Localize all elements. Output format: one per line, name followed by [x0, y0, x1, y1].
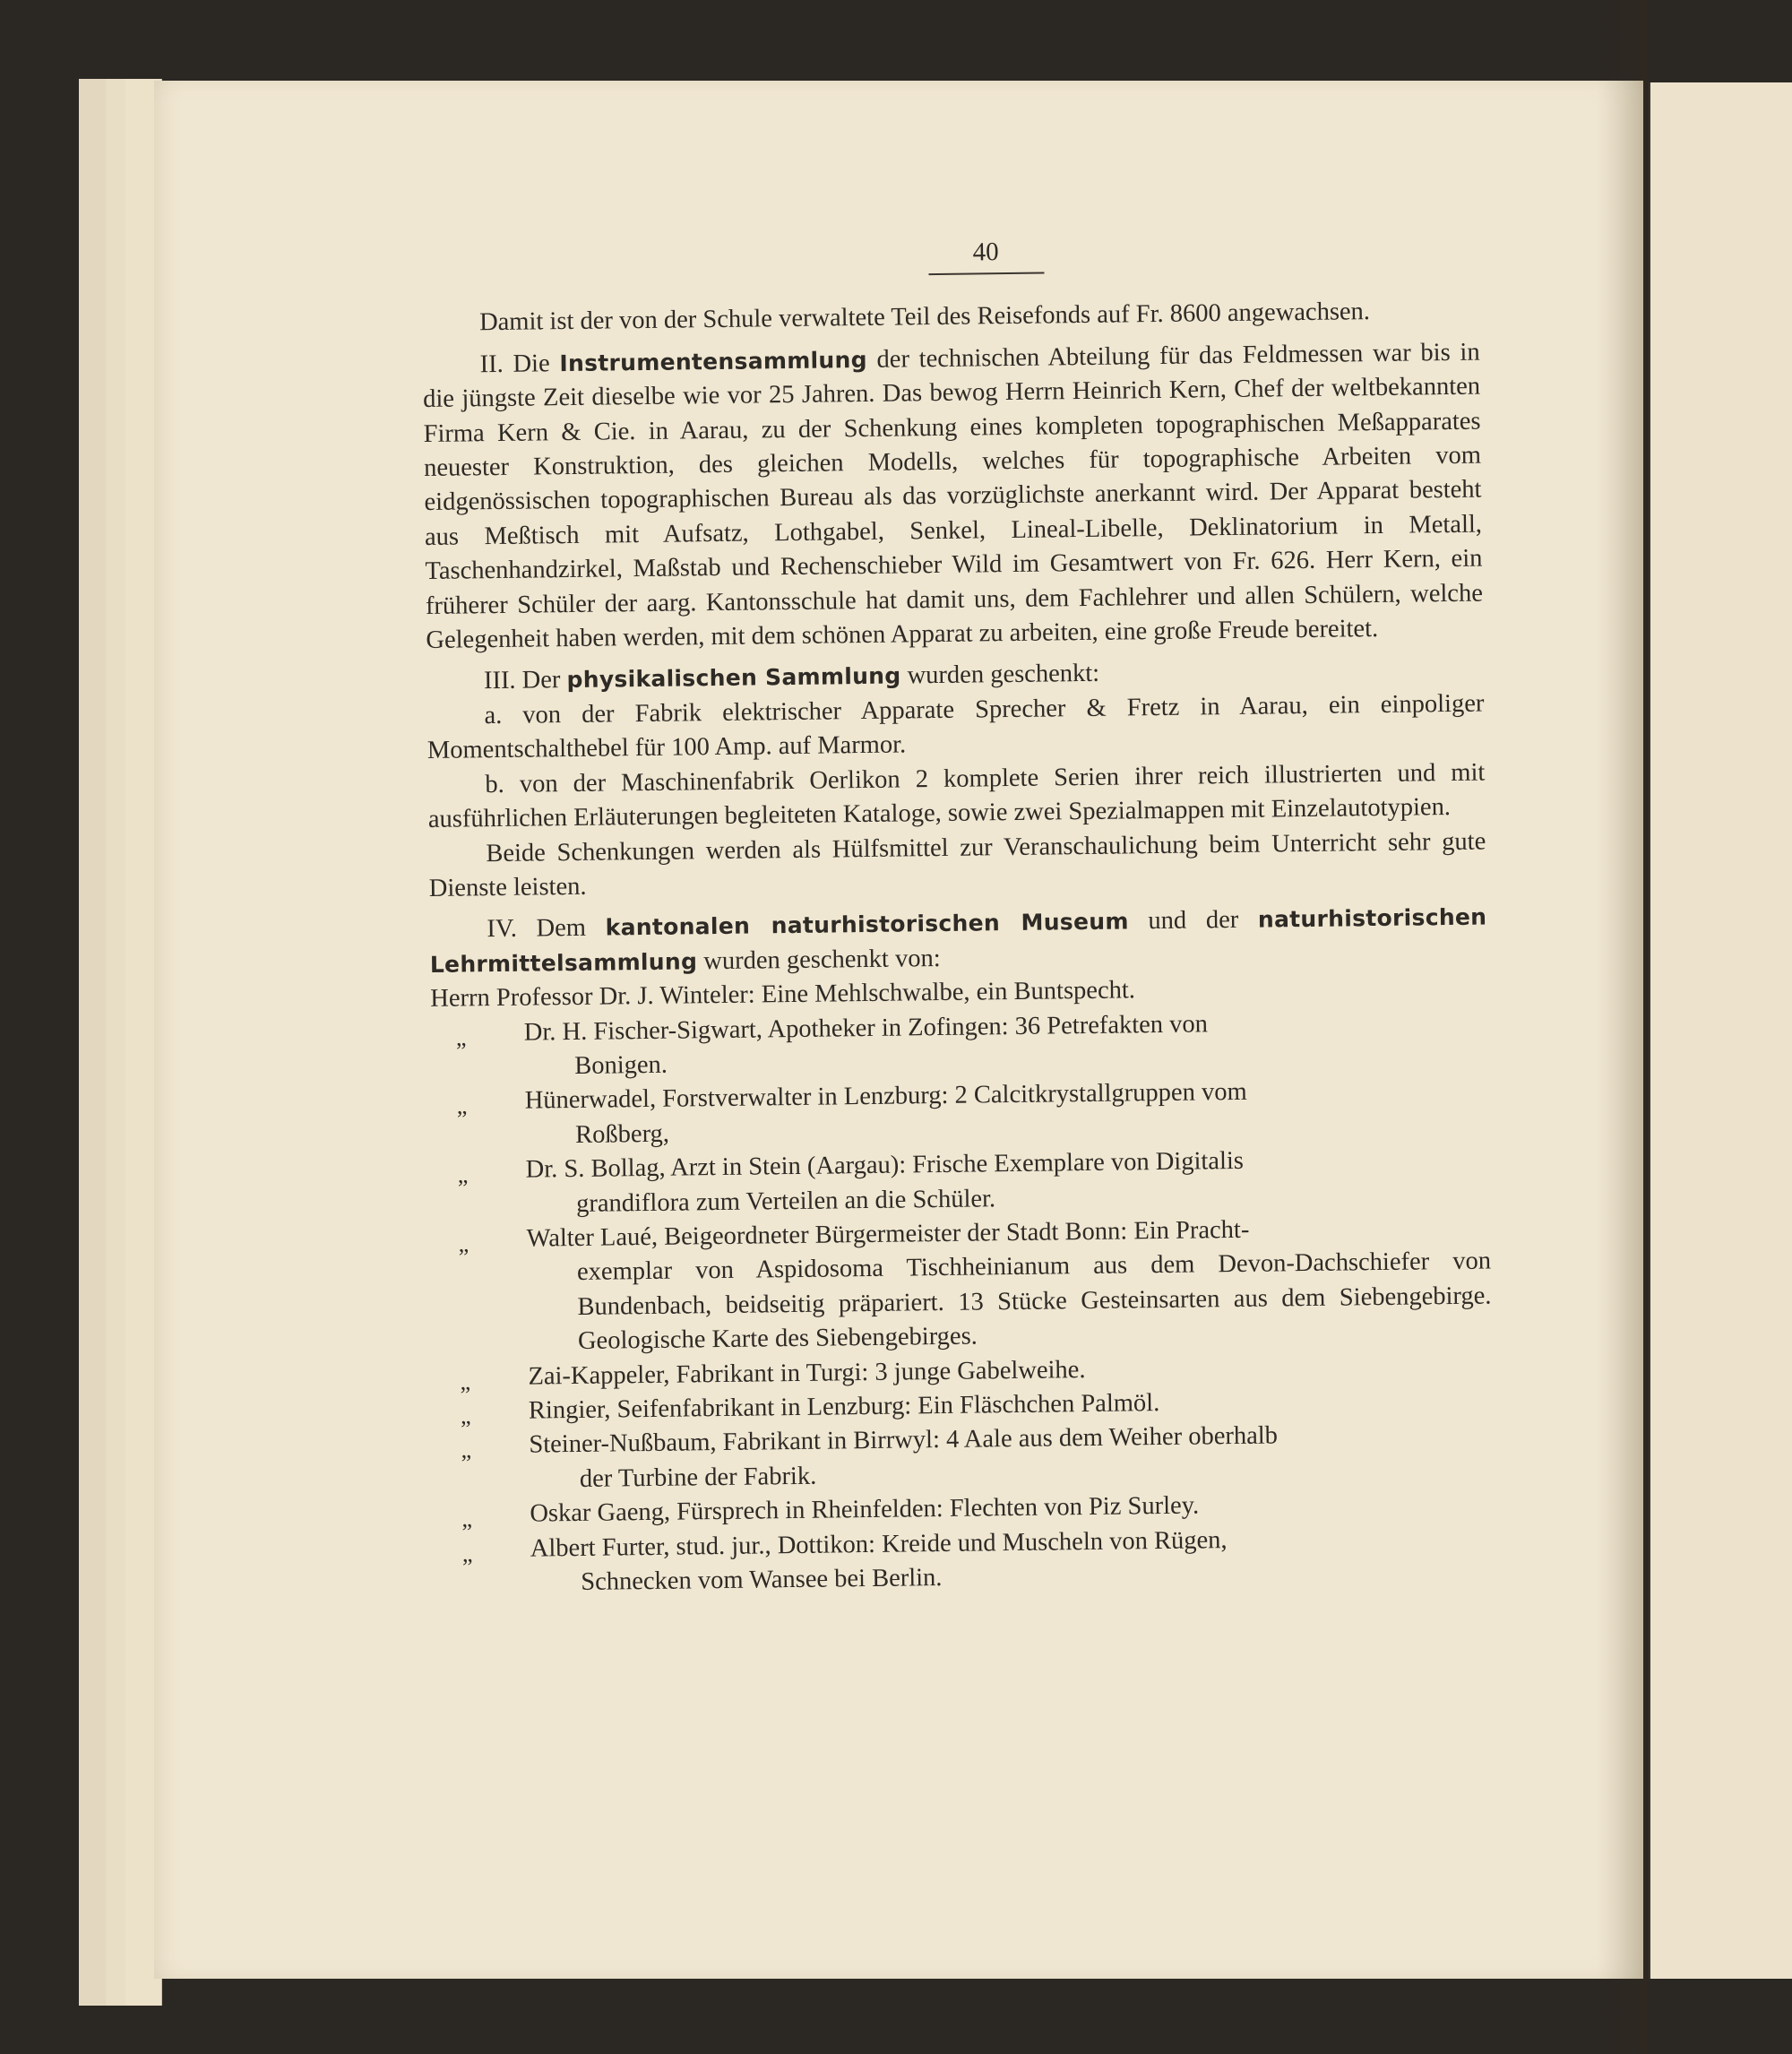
gutter-shadow: [1597, 0, 1647, 2054]
donor-entry: „ Albert Furter, stud. jur., Dottikon: Kreide und Muscheln von Rügen, Schnecken vom Wansee bei Berlin.: [437, 1520, 1495, 1601]
ditto-mark: „: [461, 1437, 472, 1463]
ditto-mark: „: [461, 1540, 473, 1567]
ditto-mark: „: [455, 1023, 467, 1051]
ditto-mark: „: [461, 1506, 473, 1532]
donor-entry: „ Hünerwadel, Forstverwalter in Lenzburg: 2 Calcitkrystallgruppen vom Roßberg,: [432, 1073, 1490, 1154]
donor-first: Herrn Professor Dr. J. Winteler: Eine Mehlschwalbe, ein Buntspecht.: [430, 976, 1136, 1014]
donor-entry: „ Ringier, Seifenfabrikant in Lenzburg: Ein Fläschchen Palmöl.: [435, 1382, 1493, 1429]
ditto-mark: „: [460, 1368, 471, 1395]
donor-entry: „ Dr. H. Fischer-Sigwart, Apotheker in Zofingen: 36 Petrefakten von Bonigen.: [431, 1004, 1489, 1085]
ditto-mark: „: [458, 1230, 470, 1257]
paragraph-physics: III. Der physikalischen Sammlung wurden geschenkt:: [483, 660, 1100, 695]
paragraph-instruments: II. Die Instrumentensammlung der technischen Abteilung für das Feldmessen war bis in die jüngste Zeit dieselbe wie vor 25 Jahren. Das bewog Herrn Heinrich Kern, Chef der weltbekannten Firma Kern & Cie. in Aarau, zu der Schenkung eines kompleten topographischen Meßapparates neuester Konstruktion, des gleichen Modells, welches für topographische Arbeiten vom eidgenössischen topographischen Bureau als das vorzüglichste anerkannt wird. Der Apparat besteht aus Meßtisch mit Aufsatz, Lothgabel, Senkel, Lineal-Libelle, Deklinatorium in Metall, Taschenhandzirkel, Maßstab und Rechenschieber Wild im Gesamtwert von Fr. 626. Herr Kern, ein früherer Schüler der aarg. Kantonsschule hat damit uns, dem Fachlehrer und allen Schülern, welche Gelegenheit haben werden, mit dem schönen Apparat zu arbeiten, eine große Freude bereitet.: [422, 338, 1484, 655]
donor-entry: „ Oskar Gaeng, Fürsprech in Rheinfelden: Flechten von Piz Surley.: [436, 1486, 1494, 1533]
paragraph-physics-b: b. von der Maschinenfabrik Oerlikon 2 komplete Serien ihrer reich illustrierten und mit ausführlichen Erläuterungen begleiteten Kataloge, sowie zwei Spezialmappen mit Einzelautotypien.: [427, 758, 1486, 834]
paragraph-museum: IV. Dem kantonalen naturhistorischen Museum und der naturhistorischen Lehrmittelsammlung wurden geschenkt von:: [429, 903, 1487, 978]
ditto-mark: „: [460, 1402, 471, 1429]
donor-entry: „ Zai-Kappeler, Fabrikant in Turgi: 3 junge Gabelweihe.: [435, 1348, 1492, 1395]
facing-page: [1649, 82, 1792, 1979]
donor-entry: „ Walter Laué, Beigeordneter Bürgermeister der Stadt Bonn: Ein Pracht- exemplar von Aspidosoma Tischheinianum aus dem Devon-Dachschiefer von Bundenbach, beidseitig präpariert. 13 Stücke Gesteinsarten aus dem Siebengebirge. Geologische Karte des Siebengebirges.: [433, 1210, 1492, 1360]
paragraph-travel-fund: Damit ist der von der Schule verwaltete Teil des Reisefonds auf Fr. 8600 angewachsen.: [478, 298, 1371, 337]
donor-entry: „ Steiner-Nußbaum, Fabrikant in Birrwyl: 4 Aale aus dem Weiher oberhalb der Turbine der Fabrik.: [435, 1417, 1494, 1498]
page-text: [421, 229, 1495, 1602]
page-number: 40: [457, 229, 1514, 281]
paragraph-physics-c: Beide Schenkungen werden als Hülfsmittel zur Veranschaulichung beim Unterricht sehr gute Dienste leisten.: [428, 827, 1486, 902]
ditto-mark: „: [456, 1092, 468, 1119]
donor-entry: „ Dr. S. Bollag, Arzt in Stein (Aargau): Frische Exemplare von Digitalis grandiflora zum Verteilen an die Schüler.: [432, 1142, 1490, 1223]
ditto-mark: „: [457, 1161, 469, 1188]
paragraph-physics-a: a. von der Fabrik elektrischer Apparate Sprecher & Fretz in Aarau, ein einpoliger Momentschalthebel für 100 Amp. auf Marmor.: [426, 689, 1485, 765]
